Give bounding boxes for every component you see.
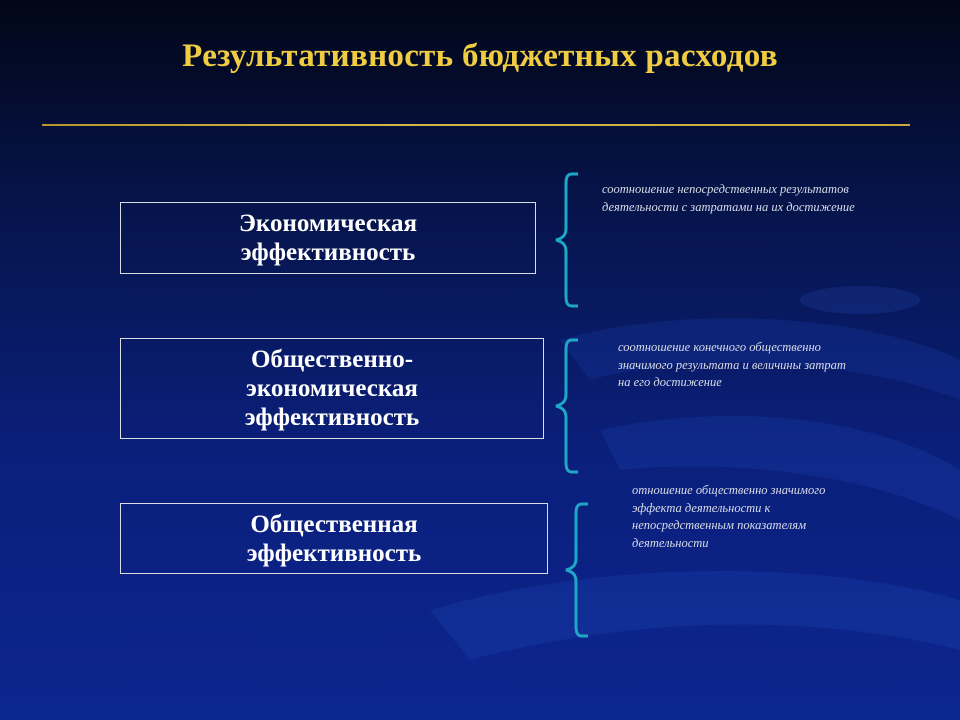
concept-box-socio-economic-efficiency: [120, 338, 544, 439]
slide-title: Результативность бюджетных расходов: [182, 38, 778, 74]
definition-economic-efficiency: [602, 181, 942, 216]
definition-line: на его достижение: [618, 375, 722, 389]
definition-social-efficiency: [632, 482, 932, 552]
definition-line: соотношение конечного общественно: [618, 340, 821, 354]
concept-label-line: экономическая: [246, 375, 418, 402]
definition-line: деятельности: [632, 535, 709, 550]
definition-line: деятельности с затратами на их достижение: [602, 199, 855, 214]
brace-icon: [552, 336, 582, 476]
definition-line: соотношение непосредственных результатов: [602, 182, 849, 196]
concept-label-line: эффективность: [240, 239, 416, 266]
definition-line: непосредственным показателям: [632, 518, 807, 532]
definition-socio-economic-efficiency: [618, 339, 938, 392]
definition-line: значимого результата и величины затрат: [618, 357, 846, 372]
brace-icon: [552, 170, 582, 310]
definition-line: отношение общественно значимого: [632, 483, 826, 497]
concept-label-line: Общественно-: [250, 346, 414, 373]
concept-label-line: эффективность: [246, 539, 422, 567]
concept-label-line: Экономическая: [238, 210, 418, 237]
title-divider: [42, 124, 910, 126]
definition-line: эффекта деятельности к: [632, 500, 771, 515]
concept-box-economic-efficiency: [120, 202, 536, 274]
concept-box-social-efficiency: [120, 503, 548, 574]
brace-icon: [562, 500, 592, 640]
concept-label-line: эффективность: [244, 404, 420, 431]
concept-label-line: Общественная: [250, 510, 418, 538]
